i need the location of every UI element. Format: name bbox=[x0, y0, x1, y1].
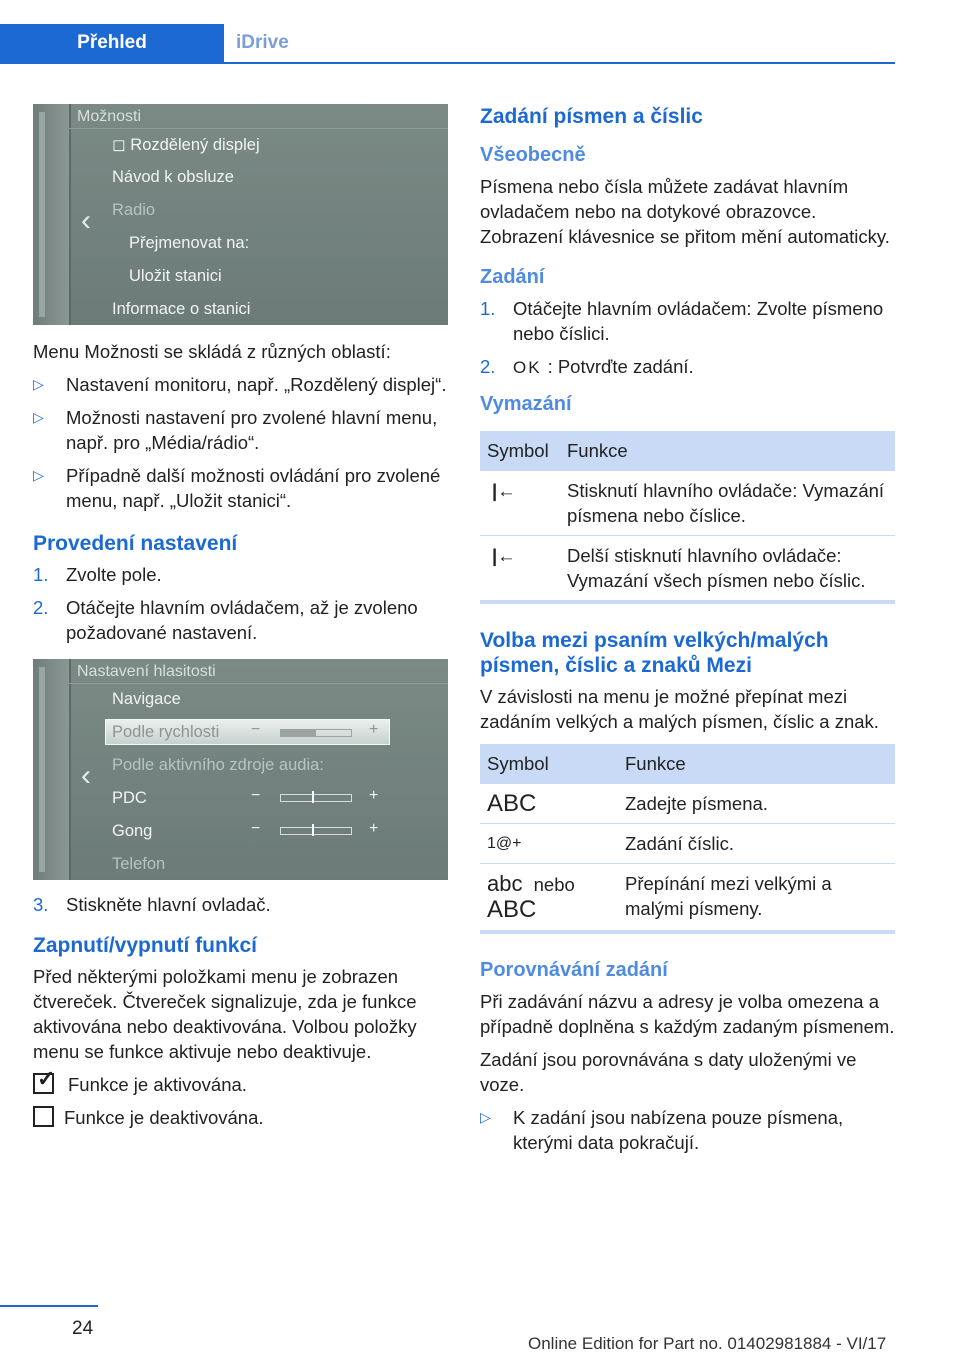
menu-item: Navigace bbox=[112, 690, 181, 708]
triangle-bullet-icon: ▷ bbox=[33, 467, 44, 483]
menu-item: Informace o stanici bbox=[112, 300, 251, 318]
volume-settings-screenshot: Nastavení hlasitosti ‹ Navigace Podle rychlosti − + Podle aktivního zdroje audia: PDC − + Gong − + Telefon bbox=[33, 659, 448, 880]
footer-edition: Online Edition for Part no. 01402981884 - VI/17 bbox=[528, 1334, 887, 1353]
case-text: V závislosti na menu je možné přepínat mezi zadáním velkých a malých písmen, číslic a znak. bbox=[480, 686, 879, 732]
menu-item: Radio bbox=[112, 201, 156, 219]
numbers-symbols-icon: 1@+ bbox=[480, 824, 618, 864]
table-row: ABC Zadejte písmena. bbox=[480, 784, 895, 824]
step: 1. Otáčejte hlavním ovládačem: Zvolte písmeno nebo číslici. bbox=[480, 298, 884, 344]
list-item: ▷ K zadání jsou nabízena pouze písmena, kterými data pokračují. bbox=[480, 1107, 844, 1153]
right-column bbox=[480, 104, 895, 1163]
menu-item: Uložit stanici bbox=[129, 267, 222, 285]
left-column bbox=[33, 104, 448, 1138]
menu-item: PDC bbox=[112, 789, 147, 807]
menu-item: Podle rychlosti bbox=[112, 723, 220, 741]
heading-delete: Vymazání bbox=[480, 393, 572, 415]
toggle-text: Před některými položkami menu je zobrazen čtvereček. Čtvereček signalizuje, zda je funkce aktivována nebo deaktivována. Volbou položky menu se funkce aktivuje nebo deaktivuje. bbox=[33, 966, 417, 1062]
uppercase-abc-icon: ABC bbox=[480, 784, 618, 824]
checked-box-icon: ✓ bbox=[33, 1073, 54, 1094]
step: 2. Otáčejte hlavním ovládačem, až je zvoleno požadované nastavení. bbox=[33, 597, 418, 643]
menu-item: ◻ Rozdělený displej bbox=[112, 136, 260, 154]
ok-icon: OK bbox=[513, 358, 542, 377]
backspace-icon: |← bbox=[492, 545, 516, 566]
menu-item: Podle aktivního zdroje audia: bbox=[112, 756, 324, 774]
list-item: ▷ Možnosti nastavení pro zvolené hlavní menu, např. pro „Média/rádio“. bbox=[33, 407, 438, 453]
page-number: 24 bbox=[72, 1318, 94, 1339]
table-row: |← Delší stisknutí hlavního ovládače: Vymazání všech písmen nebo číslic. bbox=[480, 536, 895, 601]
uppercase-abc-icon: ABC bbox=[487, 896, 537, 923]
heading-case: Volba mezi psaním velkých/malých písmen, číslic a znaků Mezi bbox=[480, 629, 829, 677]
general-text: Písmena nebo čísla můžete zadávat hlavním ovladačem nebo na dotykové obrazovce. Zobrazení klávesnice se přitom mění automaticky. bbox=[480, 176, 890, 247]
heading-toggle: Zapnutí/vypnutí funkcí bbox=[33, 934, 257, 957]
chevron-left-icon: ‹ bbox=[81, 759, 91, 792]
compare-list bbox=[480, 1105, 895, 1155]
lowercase-abc-icon: abc bbox=[487, 871, 523, 896]
compare-text: Zadání jsou porovnávána s daty uloženými ve voze. bbox=[480, 1049, 857, 1095]
heading-input: Zadání písmen a číslic bbox=[480, 105, 703, 128]
step: 1. Zvolte pole. bbox=[33, 564, 162, 585]
triangle-bullet-icon: ▷ bbox=[33, 409, 44, 425]
intro-text: Menu Možnosti se skládá z různých oblastí: bbox=[33, 341, 391, 362]
heading-entry: Zadání bbox=[480, 266, 545, 288]
step: 2. OK : Potvrďte zadání. bbox=[480, 356, 694, 377]
tab-prehled[interactable]: Přehled bbox=[0, 24, 224, 62]
chevron-left-icon: ‹ bbox=[81, 204, 91, 237]
menu-item: Přejmenovat na: bbox=[129, 234, 250, 252]
screen-title: Nastavení hlasitosti bbox=[77, 663, 216, 680]
menu-item: Telefon bbox=[112, 855, 166, 873]
triangle-bullet-icon: ▷ bbox=[33, 376, 44, 392]
triangle-bullet-icon: ▷ bbox=[480, 1109, 491, 1125]
table-row: |← Stisknutí hlavního ovládače: Vymazání písmena nebo číslice. bbox=[480, 471, 895, 536]
heading-compare: Porovnávání zadání bbox=[480, 959, 668, 981]
list-item: ▷ Nastavení monitoru, např. „Rozdělený displej“. bbox=[33, 374, 447, 395]
screen-title: Možnosti bbox=[77, 108, 142, 125]
entry-steps bbox=[480, 296, 895, 380]
delete-table: Symbol Funkce |← Stisknutí hlavního ovládače: Vymazání písmena nebo číslice. |← Delší stisknutí hlavního ovládače: Vymazání všech písmen nebo číslic. bbox=[480, 431, 895, 600]
checked-line: ✓ Funkce je aktivována. bbox=[33, 1072, 448, 1097]
heading-general: Všeobecně bbox=[480, 144, 586, 166]
table-row: 1@+ Zadání číslic. bbox=[480, 824, 895, 864]
table-row: abc nebo ABC Přepínání mezi velkými a malými písmeny. bbox=[487, 871, 832, 923]
heading-settings: Provedení nastavení bbox=[33, 532, 238, 555]
tab-idrive[interactable]: iDrive bbox=[236, 32, 289, 53]
case-table: Symbol Funkce ABC Zadejte písmena. 1@+ Zadání číslic. abc nebo ABC Přepínání mezi velkými a malými písmeny. bbox=[480, 744, 895, 930]
list-item: ▷ Případně další možnosti ovládání pro zvolené menu, např. „Uložit stanici“. bbox=[33, 465, 441, 511]
menu-item: Gong bbox=[112, 822, 153, 840]
settings-steps-cont bbox=[33, 892, 448, 917]
compare-text: Při zadávání názvu a adresy je volba omezena a případně doplněna s každým zadaným písmenem. bbox=[480, 991, 895, 1037]
backspace-icon: |← bbox=[480, 471, 560, 536]
unchecked-line: Funkce je deaktivována. bbox=[33, 1105, 448, 1130]
options-list bbox=[33, 372, 448, 513]
step: 3. Stiskněte hlavní ovladač. bbox=[33, 894, 271, 915]
options-menu-screenshot bbox=[33, 104, 448, 325]
menu-item: Návod k obsluze bbox=[112, 168, 234, 186]
unchecked-box-icon bbox=[33, 1106, 54, 1127]
settings-steps bbox=[33, 562, 448, 645]
